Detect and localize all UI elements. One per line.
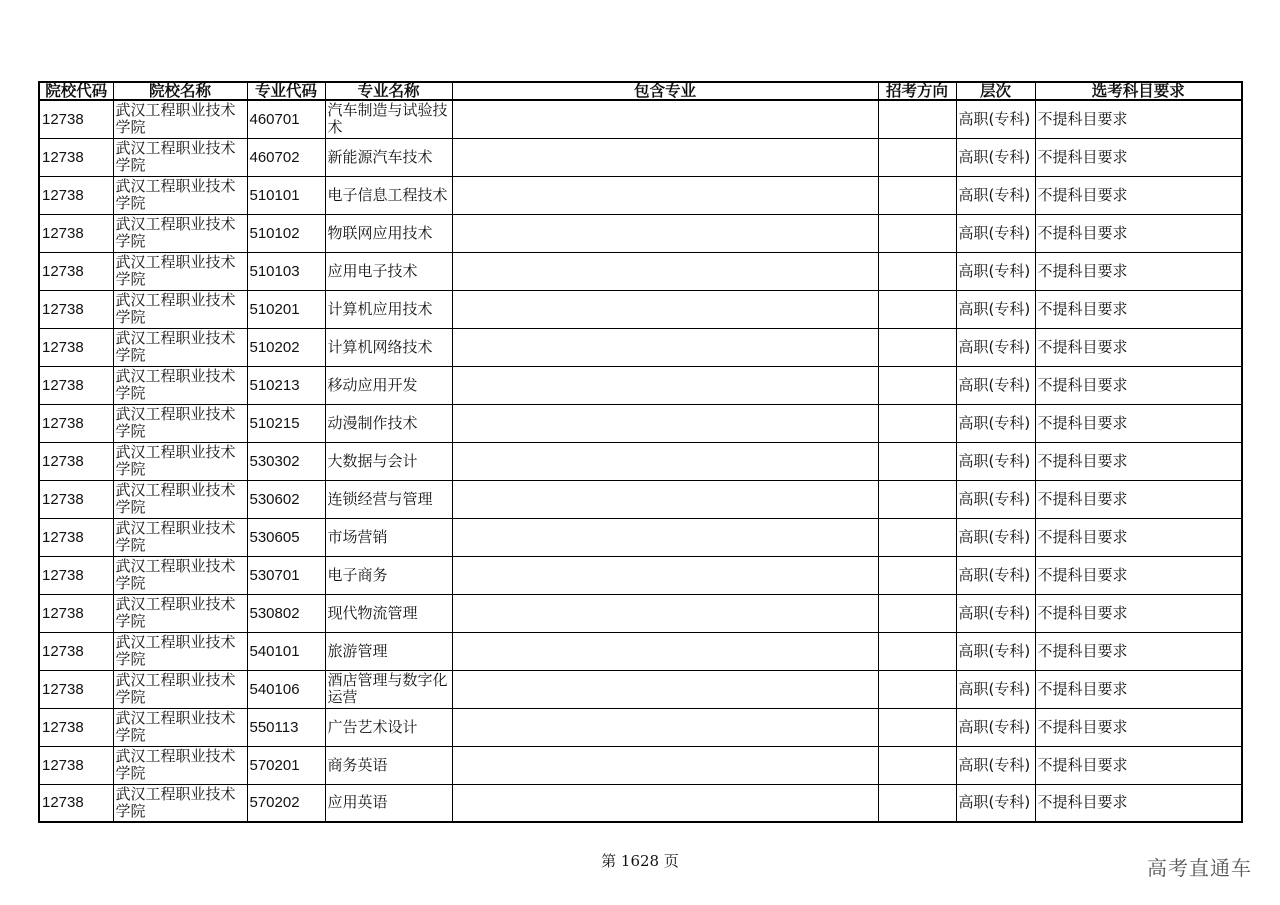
cell-subject-requirement: 不提科目要求 xyxy=(1035,100,1242,138)
cell-school-name: 武汉工程职业技术学院 xyxy=(113,138,247,176)
cell-school-name: 武汉工程职业技术学院 xyxy=(113,290,247,328)
cell-major-code: 550113 xyxy=(247,708,325,746)
cell-included-majors xyxy=(452,176,878,214)
watermark-logo-text: 高考直通车 xyxy=(1147,856,1252,880)
table-row xyxy=(39,480,1242,518)
cell-subject-requirement: 不提科目要求 xyxy=(1035,138,1242,176)
cell-major-name: 酒店管理与数字化运营 xyxy=(325,670,452,708)
cell-major-name: 计算机应用技术 xyxy=(325,290,452,328)
cell-direction xyxy=(878,594,956,632)
cell-level: 高职(专科) xyxy=(956,708,1035,746)
cell-major-name: 电子信息工程技术 xyxy=(325,176,452,214)
cell-school-name: 武汉工程职业技术学院 xyxy=(113,252,247,290)
cell-major-name: 旅游管理 xyxy=(325,632,452,670)
cell-level: 高职(专科) xyxy=(956,138,1035,176)
cell-subject-requirement: 不提科目要求 xyxy=(1035,328,1242,366)
cell-school-code: 12738 xyxy=(39,670,113,708)
cell-included-majors xyxy=(452,632,878,670)
cell-level: 高职(专科) xyxy=(956,556,1035,594)
cell-included-majors xyxy=(452,138,878,176)
cell-subject-requirement: 不提科目要求 xyxy=(1035,632,1242,670)
cell-school-name: 武汉工程职业技术学院 xyxy=(113,670,247,708)
cell-direction xyxy=(878,556,956,594)
cell-subject-requirement: 不提科目要求 xyxy=(1035,404,1242,442)
cell-major-code: 530802 xyxy=(247,594,325,632)
cell-subject-requirement: 不提科目要求 xyxy=(1035,518,1242,556)
cell-included-majors xyxy=(452,442,878,480)
cell-school-code: 12738 xyxy=(39,784,113,822)
cell-major-code: 530302 xyxy=(247,442,325,480)
cell-direction xyxy=(878,252,956,290)
cell-school-name: 武汉工程职业技术学院 xyxy=(113,328,247,366)
cell-level: 高职(专科) xyxy=(956,442,1035,480)
table-row xyxy=(39,176,1242,214)
table-row xyxy=(39,290,1242,328)
table-row xyxy=(39,784,1242,822)
cell-school-name: 武汉工程职业技术学院 xyxy=(113,708,247,746)
cell-major-code: 570202 xyxy=(247,784,325,822)
cell-subject-requirement: 不提科目要求 xyxy=(1035,708,1242,746)
cell-major-name: 连锁经营与管理 xyxy=(325,480,452,518)
header-major-code: 专业代码 xyxy=(247,82,325,100)
cell-school-name: 武汉工程职业技术学院 xyxy=(113,746,247,784)
page-number: 第 1628 页 xyxy=(601,852,679,870)
cell-major-name: 动漫制作技术 xyxy=(325,404,452,442)
table-row xyxy=(39,670,1242,708)
cell-school-name: 武汉工程职业技术学院 xyxy=(113,594,247,632)
cell-direction xyxy=(878,176,956,214)
cell-school-name: 武汉工程职业技术学院 xyxy=(113,632,247,670)
cell-school-code: 12738 xyxy=(39,708,113,746)
cell-major-name: 电子商务 xyxy=(325,556,452,594)
cell-direction xyxy=(878,328,956,366)
cell-level: 高职(专科) xyxy=(956,480,1035,518)
cell-school-code: 12738 xyxy=(39,176,113,214)
cell-school-code: 12738 xyxy=(39,138,113,176)
cell-major-code: 510215 xyxy=(247,404,325,442)
cell-major-name: 商务英语 xyxy=(325,746,452,784)
cell-school-code: 12738 xyxy=(39,746,113,784)
cell-school-name: 武汉工程职业技术学院 xyxy=(113,556,247,594)
cell-subject-requirement: 不提科目要求 xyxy=(1035,746,1242,784)
cell-direction xyxy=(878,214,956,252)
cell-subject-requirement: 不提科目要求 xyxy=(1035,670,1242,708)
cell-level: 高职(专科) xyxy=(956,404,1035,442)
cell-direction xyxy=(878,100,956,138)
cell-included-majors xyxy=(452,214,878,252)
cell-major-code: 570201 xyxy=(247,746,325,784)
header-subject-requirement: 选考科目要求 xyxy=(1035,82,1242,100)
cell-school-name: 武汉工程职业技术学院 xyxy=(113,404,247,442)
cell-major-code: 530605 xyxy=(247,518,325,556)
cell-subject-requirement: 不提科目要求 xyxy=(1035,480,1242,518)
header-row xyxy=(39,82,1242,100)
cell-school-code: 12738 xyxy=(39,480,113,518)
cell-major-code: 510102 xyxy=(247,214,325,252)
cell-subject-requirement: 不提科目要求 xyxy=(1035,594,1242,632)
cell-major-name: 应用英语 xyxy=(325,784,452,822)
cell-school-code: 12738 xyxy=(39,404,113,442)
cell-major-name: 市场营销 xyxy=(325,518,452,556)
admissions-table xyxy=(38,81,1243,823)
cell-level: 高职(专科) xyxy=(956,100,1035,138)
table-row xyxy=(39,442,1242,480)
cell-included-majors xyxy=(452,328,878,366)
cell-major-name: 大数据与会计 xyxy=(325,442,452,480)
cell-subject-requirement: 不提科目要求 xyxy=(1035,556,1242,594)
cell-school-name: 武汉工程职业技术学院 xyxy=(113,518,247,556)
cell-direction xyxy=(878,518,956,556)
cell-included-majors xyxy=(452,708,878,746)
header-direction: 招考方向 xyxy=(878,82,956,100)
table-row xyxy=(39,708,1242,746)
cell-major-name: 计算机网络技术 xyxy=(325,328,452,366)
cell-major-code: 460702 xyxy=(247,138,325,176)
table-row xyxy=(39,366,1242,404)
cell-major-name: 物联网应用技术 xyxy=(325,214,452,252)
header-level: 层次 xyxy=(956,82,1035,100)
cell-major-code: 540101 xyxy=(247,632,325,670)
header-school-code: 院校代码 xyxy=(39,82,113,100)
table-row xyxy=(39,404,1242,442)
cell-major-code: 510201 xyxy=(247,290,325,328)
cell-subject-requirement: 不提科目要求 xyxy=(1035,176,1242,214)
cell-level: 高职(专科) xyxy=(956,632,1035,670)
table-row xyxy=(39,252,1242,290)
cell-major-name: 移动应用开发 xyxy=(325,366,452,404)
cell-included-majors xyxy=(452,746,878,784)
cell-included-majors xyxy=(452,518,878,556)
cell-direction xyxy=(878,746,956,784)
table-body xyxy=(39,100,1242,822)
cell-direction xyxy=(878,404,956,442)
cell-major-code: 530701 xyxy=(247,556,325,594)
cell-school-name: 武汉工程职业技术学院 xyxy=(113,214,247,252)
cell-school-name: 武汉工程职业技术学院 xyxy=(113,176,247,214)
cell-level: 高职(专科) xyxy=(956,784,1035,822)
cell-major-code: 460701 xyxy=(247,100,325,138)
cell-major-name: 广告艺术设计 xyxy=(325,708,452,746)
cell-included-majors xyxy=(452,290,878,328)
cell-direction xyxy=(878,366,956,404)
cell-level: 高职(专科) xyxy=(956,670,1035,708)
cell-direction xyxy=(878,708,956,746)
cell-school-code: 12738 xyxy=(39,366,113,404)
cell-subject-requirement: 不提科目要求 xyxy=(1035,290,1242,328)
cell-level: 高职(专科) xyxy=(956,214,1035,252)
cell-included-majors xyxy=(452,480,878,518)
cell-major-code: 510202 xyxy=(247,328,325,366)
cell-major-code: 510213 xyxy=(247,366,325,404)
cell-major-name: 现代物流管理 xyxy=(325,594,452,632)
cell-included-majors xyxy=(452,784,878,822)
cell-level: 高职(专科) xyxy=(956,366,1035,404)
cell-major-code: 530602 xyxy=(247,480,325,518)
cell-direction xyxy=(878,480,956,518)
cell-subject-requirement: 不提科目要求 xyxy=(1035,252,1242,290)
cell-school-code: 12738 xyxy=(39,252,113,290)
cell-direction xyxy=(878,784,956,822)
cell-included-majors xyxy=(452,556,878,594)
cell-school-name: 武汉工程职业技术学院 xyxy=(113,366,247,404)
cell-included-majors xyxy=(452,670,878,708)
cell-school-name: 武汉工程职业技术学院 xyxy=(113,784,247,822)
cell-included-majors xyxy=(452,366,878,404)
cell-included-majors xyxy=(452,252,878,290)
cell-subject-requirement: 不提科目要求 xyxy=(1035,214,1242,252)
header-major-name: 专业名称 xyxy=(325,82,452,100)
cell-level: 高职(专科) xyxy=(956,328,1035,366)
cell-school-code: 12738 xyxy=(39,290,113,328)
cell-school-code: 12738 xyxy=(39,442,113,480)
cell-level: 高职(专科) xyxy=(956,290,1035,328)
cell-school-code: 12738 xyxy=(39,594,113,632)
cell-school-code: 12738 xyxy=(39,632,113,670)
cell-direction xyxy=(878,442,956,480)
header-included-majors: 包含专业 xyxy=(452,82,878,100)
cell-major-name: 应用电子技术 xyxy=(325,252,452,290)
table-row xyxy=(39,100,1242,138)
cell-included-majors xyxy=(452,404,878,442)
cell-direction xyxy=(878,632,956,670)
cell-subject-requirement: 不提科目要求 xyxy=(1035,784,1242,822)
cell-school-name: 武汉工程职业技术学院 xyxy=(113,480,247,518)
table-row xyxy=(39,556,1242,594)
cell-direction xyxy=(878,290,956,328)
cell-direction xyxy=(878,138,956,176)
cell-school-code: 12738 xyxy=(39,556,113,594)
cell-school-code: 12738 xyxy=(39,214,113,252)
table-row xyxy=(39,214,1242,252)
cell-subject-requirement: 不提科目要求 xyxy=(1035,366,1242,404)
cell-included-majors xyxy=(452,594,878,632)
cell-school-code: 12738 xyxy=(39,328,113,366)
cell-major-code: 540106 xyxy=(247,670,325,708)
table-row xyxy=(39,632,1242,670)
table-row xyxy=(39,138,1242,176)
cell-level: 高职(专科) xyxy=(956,252,1035,290)
header-school-name: 院校名称 xyxy=(113,82,247,100)
cell-school-code: 12738 xyxy=(39,518,113,556)
table-row xyxy=(39,746,1242,784)
cell-level: 高职(专科) xyxy=(956,746,1035,784)
cell-level: 高职(专科) xyxy=(956,518,1035,556)
table-row xyxy=(39,594,1242,632)
cell-major-name: 新能源汽车技术 xyxy=(325,138,452,176)
cell-school-code: 12738 xyxy=(39,100,113,138)
cell-included-majors xyxy=(452,100,878,138)
cell-major-code: 510103 xyxy=(247,252,325,290)
cell-school-name: 武汉工程职业技术学院 xyxy=(113,442,247,480)
cell-subject-requirement: 不提科目要求 xyxy=(1035,442,1242,480)
cell-major-code: 510101 xyxy=(247,176,325,214)
table-row xyxy=(39,328,1242,366)
cell-school-name: 武汉工程职业技术学院 xyxy=(113,100,247,138)
cell-level: 高职(专科) xyxy=(956,594,1035,632)
table-row xyxy=(39,518,1242,556)
cell-direction xyxy=(878,670,956,708)
cell-major-name: 汽车制造与试验技术 xyxy=(325,100,452,138)
cell-level: 高职(专科) xyxy=(956,176,1035,214)
